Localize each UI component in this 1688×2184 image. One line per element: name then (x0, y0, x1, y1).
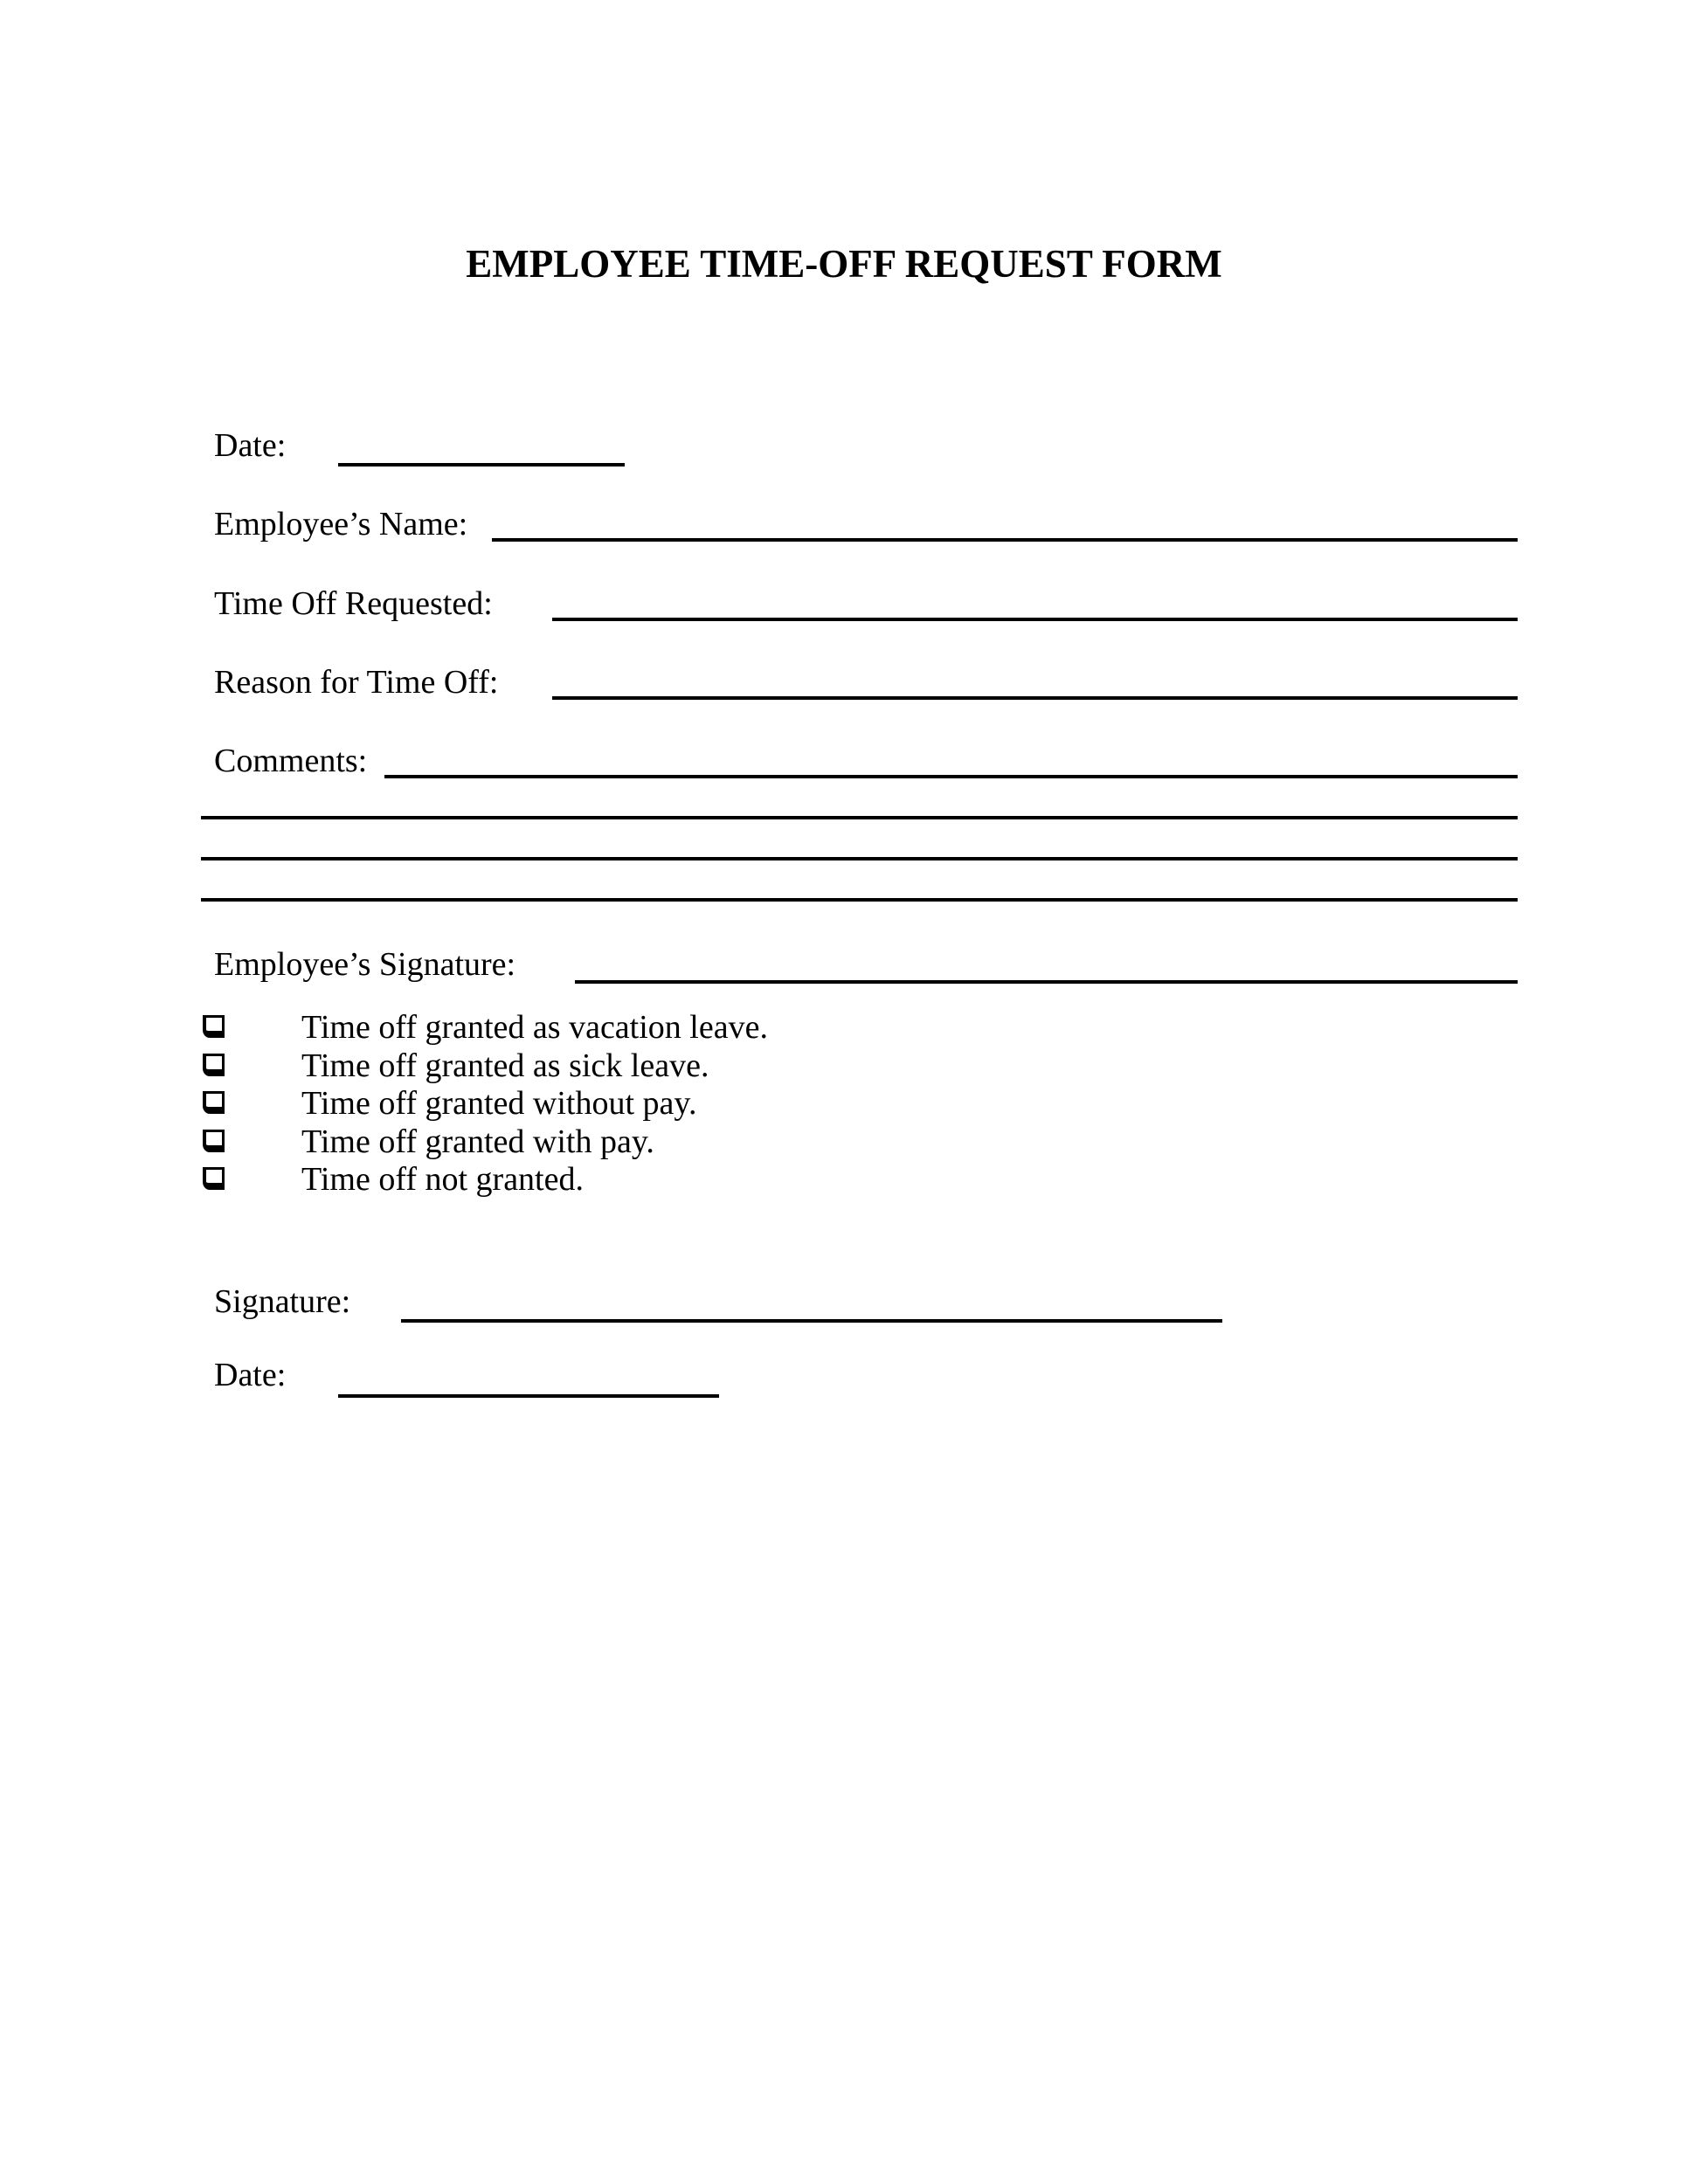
employee-signature-label: Employee’s Signature: (214, 946, 516, 983)
form-title: EMPLOYEE TIME-OFF REQUEST FORM (466, 242, 1222, 286)
approval-option-label-sick: Time off granted as sick leave. (301, 1047, 709, 1084)
time-off-requested-label: Time Off Requested: (214, 585, 493, 622)
date-top-label: Date: (214, 427, 287, 464)
approval-option-label-vacation: Time off granted as vacation leave. (301, 1009, 768, 1046)
comments-fill-line-4[interactable] (201, 860, 1518, 902)
approval-option-label-not-granted: Time off not granted. (301, 1161, 584, 1198)
approval-option-label-with-pay: Time off granted with pay. (301, 1123, 654, 1160)
comments-fill-line-3[interactable] (201, 819, 1518, 860)
approval-option-row-without-pay (203, 1085, 696, 1122)
checkbox-without-pay[interactable] (203, 1091, 225, 1114)
approval-option-row-with-pay (203, 1123, 654, 1160)
reason-for-time-off-label: Reason for Time Off: (214, 664, 499, 701)
reason-for-time-off-fill-line[interactable] (552, 658, 1518, 700)
employee-name-fill-line[interactable] (492, 500, 1518, 542)
checkbox-sick-leave[interactable] (203, 1054, 225, 1076)
approval-option-row-vacation (203, 1009, 768, 1046)
employee-name-label: Employee’s Name: (214, 506, 468, 543)
comments-label: Comments: (214, 743, 368, 779)
comments-fill-line-1[interactable] (384, 736, 1518, 778)
approval-option-label-without-pay: Time off granted without pay. (301, 1085, 697, 1122)
time-off-requested-fill-line[interactable] (552, 579, 1518, 621)
approval-option-row-sick (203, 1047, 709, 1084)
checkbox-not-granted[interactable] (203, 1167, 225, 1190)
approval-option-row-not-granted (203, 1161, 584, 1198)
approval-signature-fill-line[interactable] (401, 1281, 1222, 1323)
checkbox-with-pay[interactable] (203, 1130, 225, 1152)
checkbox-vacation-leave[interactable] (203, 1015, 225, 1038)
comments-fill-line-2[interactable] (201, 778, 1518, 819)
approval-signature-label: Signature: (214, 1283, 351, 1320)
approval-date-label: Date: (214, 1357, 287, 1393)
approval-date-fill-line[interactable] (338, 1356, 719, 1398)
date-top-fill-line[interactable] (338, 425, 625, 467)
employee-signature-fill-line[interactable] (575, 942, 1518, 984)
